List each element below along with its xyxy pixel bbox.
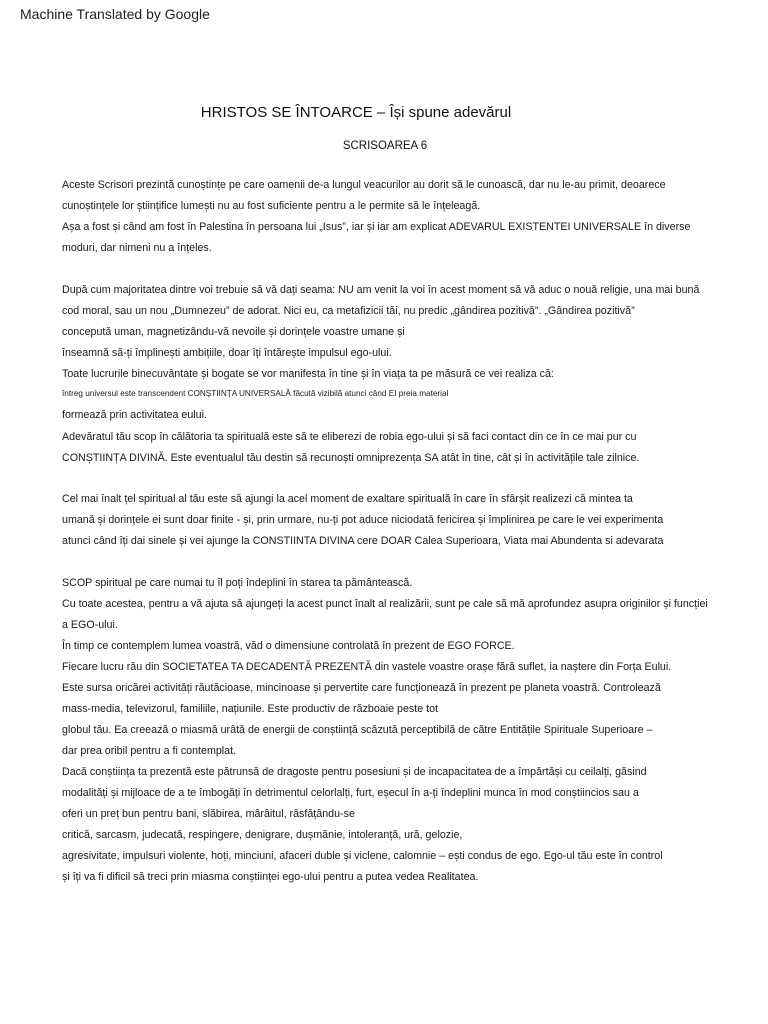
- text-line: CONȘTIINȚA DIVINĂ. Este eventualul tău destin să recunoști omniprezența SA atât în tine, cât și în activitățile tale zilnice.: [62, 452, 640, 464]
- text-line: critică, sarcasm, judecată, respingere, denigrare, dușmănie, intoleranță, ură, gelozie,: [62, 829, 463, 841]
- text-line: cunoștințele lor științifice lumești nu au fost suficiente pentru a le permite să le înțeleagă.: [62, 200, 481, 212]
- text-line: Cel mai înalt țel spiritual al tău este să ajungi la acel moment de exaltare spirituală în care în sfârșit realizezi că mintea ta: [62, 493, 633, 505]
- document-subtitle: SCRISOAREA 6: [342, 140, 428, 152]
- text-line: oferi un preț bun pentru bani, slăbirea, mârâitul, răsfățându-se: [62, 808, 355, 820]
- text-line: modalități și mijloace de a te îmbogăți în detrimentul celorlalți, furt, eșecul în a-ți îndeplini munca în mod conștiincios sau a: [62, 787, 639, 799]
- text-line: Aceste Scrisori prezintă cunoștințe pe care oamenii de-a lungul veacurilor au dorit să le cunoască, dar nu le-au primit, deoarece: [62, 179, 666, 191]
- text-line: Așa a fost și când am fost în Palestina în persoana lui „Isus”, iar și iar am explicat ADEVARUL EXISTENTEI UNIVERSALE în diverse: [62, 221, 691, 233]
- text-line: înseamnă să-ți împlinești ambițiile, doar îți întărește impulsul ego-ului.: [62, 347, 392, 359]
- text-line: globul tău. Ea creează o miasmă urâtă de energii de conștiință scăzută perceptibilă de către Entitățile Spirituale Superioare –: [62, 724, 653, 736]
- text-line: Adevăratul tău scop în călătoria ta spirituală este să te eliberezi de robia ego-ului și să faci contact din ce în ce mai pur cu: [62, 431, 637, 443]
- text-line: dar prea oribil pentru a fi contemplat.: [62, 745, 237, 757]
- text-line: cod moral, sau un nou „Dumnezeu” de adorat. Nici eu, ca metafizicii tăi, nu predic „gândirea pozitivă”. „Gândirea pozitivă”: [62, 305, 635, 317]
- text-line: Cu toate acestea, pentru a vă ajuta să ajungeți la acest punct înalt al realizării, sunt pe cale să mă aprofundez asupra originilor și funcției: [62, 598, 708, 610]
- text-line: și îți va fi dificil să treci prin miasma conștiinței ego-ului pentru a putea vedea Realitatea.: [62, 871, 479, 883]
- text-line: agresivitate, impulsuri violente, hoți, minciuni, afaceri duble și viclene, calomnie – ești condus de ego. Ego-ul tău este în control: [62, 850, 663, 862]
- text-line: SCOP spiritual pe care numai tu îl poți îndeplini în starea ta pământească.: [62, 577, 413, 589]
- document-title: HRISTOS SE ÎNTOARCE – Își spune adevărul: [200, 104, 512, 121]
- text-line: atunci când îți dai sinele și vei ajunge la CONSTIINTA DIVINA cere DOAR Calea Superioara, Viata mai Abundenta si adevarata: [62, 535, 664, 547]
- text-line: Toate lucrurile binecuvântate și bogate se vor manifesta în tine și în viața ta pe măsură ce vei realiza că:: [62, 368, 554, 380]
- machine-translation-note: Machine Translated by Google: [20, 6, 210, 22]
- text-line: Dacă conștiința ta prezentă este pătrunsă de dragoste pentru posesiuni și de incapacitatea de a împărtăși cu ceilalți, găsind: [62, 766, 647, 778]
- text-line: mass-media, televizorul, familiile, națiunile. Este productiv de războaie peste tot: [62, 703, 439, 715]
- text-line: După cum majoritatea dintre voi trebuie să vă dați seama: NU am venit la voi în acest moment să vă aduc o nouă religie, una mai bună: [62, 284, 700, 296]
- text-line: Fiecare lucru rău din SOCIETATEA TA DECADENTĂ PREZENTĂ din vastele voastre orașe fără suflet, ia naștere din Forța Eului.: [62, 661, 672, 673]
- text-line: umană și dorințele ei sunt doar finite - și, prin urmare, nu-ți pot aduce niciodată fericirea și împlinirea pe care le vei experimenta: [62, 514, 664, 526]
- text-line: concepută uman, magnetizându-vă nevoile și dorințele voastre umane și: [62, 326, 405, 338]
- text-line: moduri, dar nimeni nu a înțeles.: [62, 242, 212, 254]
- text-line: În timp ce contemplem lumea voastră, văd o dimensiune controlată în prezent de EGO FORCE.: [62, 640, 515, 652]
- text-line: Este sursa oricărei activități răutăcioase, mincinoase și pervertite care funcționează în prezent pe planeta voastră. Controlează: [62, 682, 661, 694]
- text-line: a EGO-ului.: [62, 619, 118, 631]
- text-line: formează prin activitatea eului.: [62, 409, 207, 421]
- text-line: întreg universul este transcendent CONȘTIINȚA UNIVERSALĂ făcută vizibilă atunci când EI preia material: [62, 389, 449, 398]
